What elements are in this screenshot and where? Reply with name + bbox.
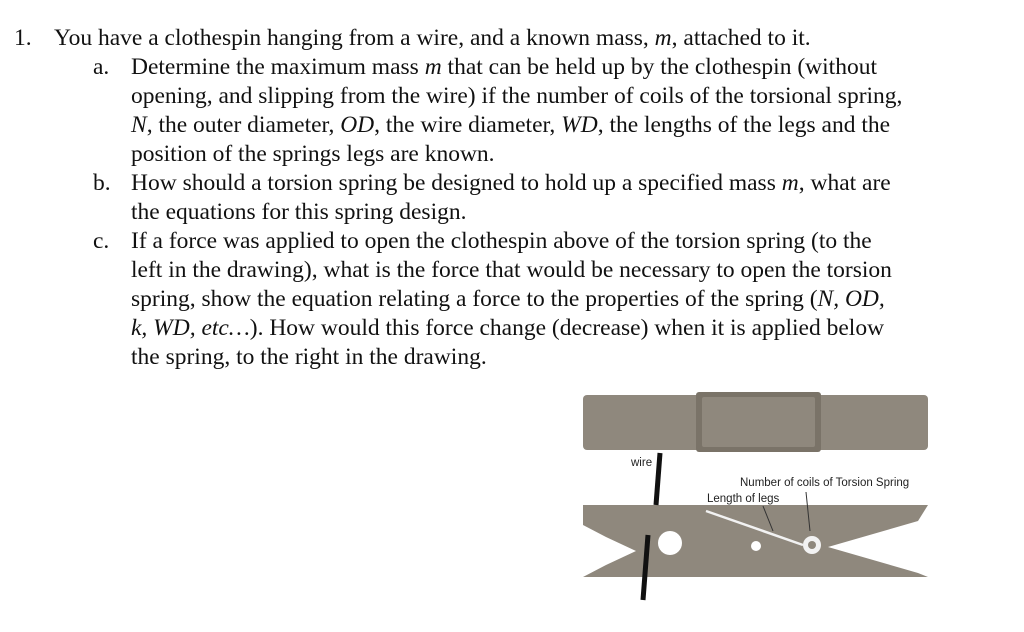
clothespin-pivot-hole: [751, 541, 761, 551]
item-c-line-4: k, WD, etc…). How would this force change (decrease) when it is applied below: [131, 315, 885, 341]
legs-label: Length of legs: [707, 493, 780, 505]
item-a-line-2: opening, and slipping from the wire) if the number of coils of the torsional spring,: [131, 83, 903, 109]
item-c-line-2: left in the drawing), what is the force that would be necessary to open the torsion: [131, 257, 892, 283]
item-b-label: b.: [93, 170, 111, 196]
clothespin-jaw-notch: [658, 531, 682, 555]
wire-label: wire: [631, 457, 653, 469]
question-text: You have a clothespin hanging from a wire, and a known mass, m, attached to it.: [54, 25, 811, 51]
torsion-spring-coil-center: [808, 541, 816, 549]
wire: [656, 453, 660, 505]
coils-label: Number of coils of Torsion Spring: [740, 477, 910, 489]
item-a-line-1: Determine the maximum mass m that can be held up by the clothespin (without: [131, 54, 877, 80]
item-c-line-5: the spring, to the right in the drawing.: [131, 344, 487, 370]
item-b-line-1: How should a torsion spring be designed to hold up a specified mass m, what are: [131, 170, 891, 196]
item-c-label: c.: [93, 228, 110, 254]
clothespin-figure: [578, 385, 938, 610]
item-c-line-3: spring, show the equation relating a force to the properties of the spring (N, OD,: [131, 286, 885, 312]
clothespin-top-jaw-ridge-inner: [702, 397, 815, 447]
item-a-line-4: position of the springs legs are known.: [131, 141, 495, 167]
item-c-line-1: If a force was applied to open the clothespin above of the torsion spring (to the: [131, 228, 872, 254]
item-a-label: a.: [93, 54, 110, 80]
clothespin-bottom-jaw: [583, 505, 928, 577]
item-b-line-2: the equations for this spring design.: [131, 199, 467, 225]
question-number: 1.: [14, 25, 32, 51]
item-a-line-3: N, the outer diameter, OD, the wire diameter, WD, the lengths of the legs and the: [131, 112, 891, 138]
